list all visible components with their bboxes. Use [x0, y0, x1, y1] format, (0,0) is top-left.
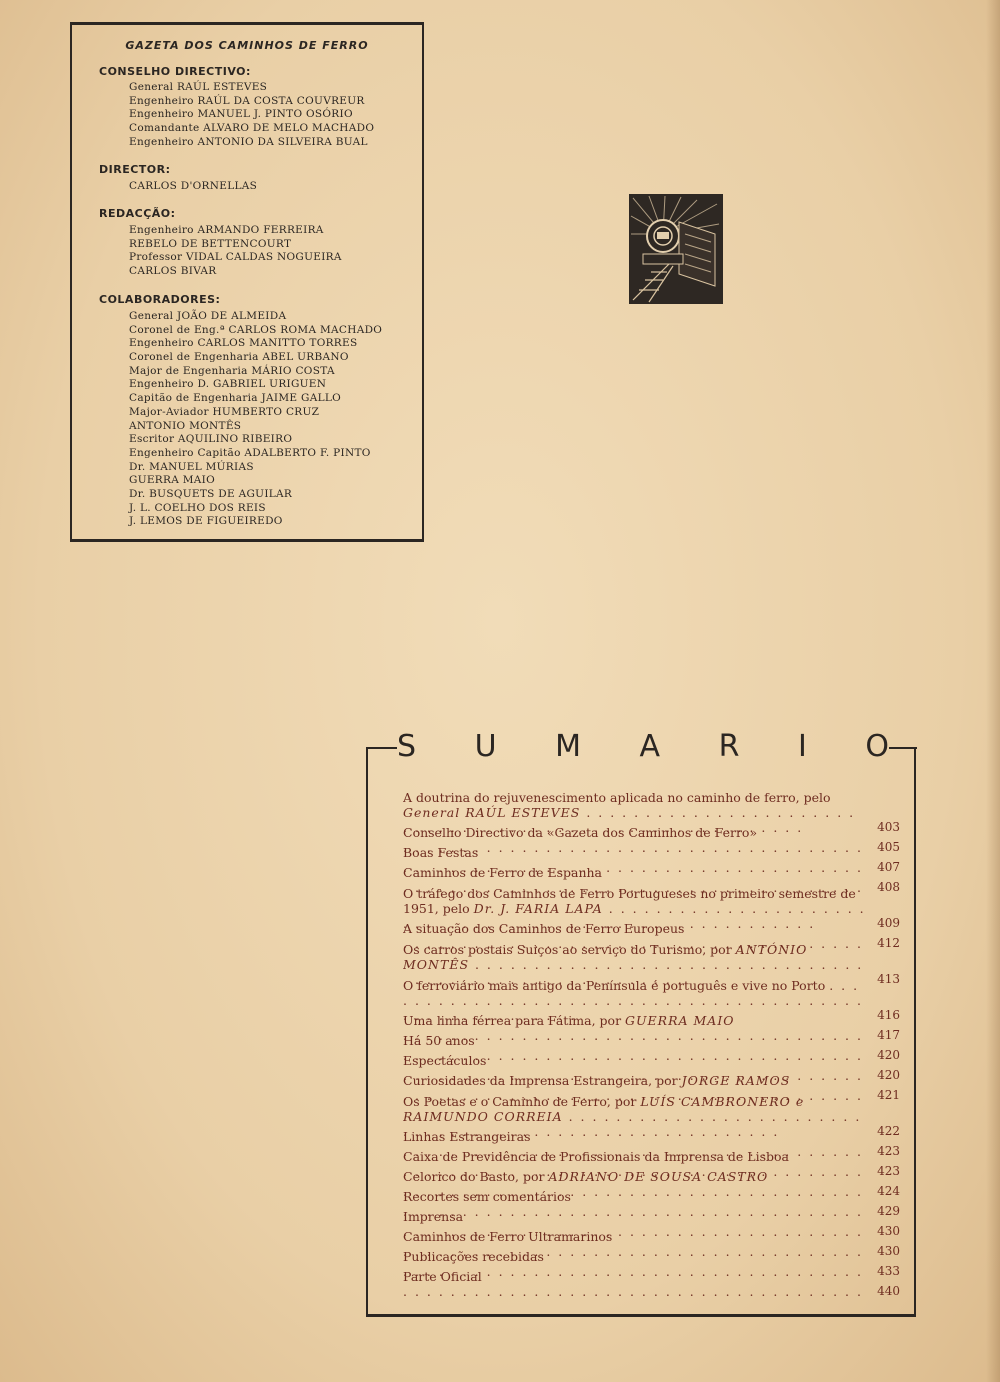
- toc-entry-text: Publicações recebidas: [403, 1249, 544, 1264]
- toc-page-number: 409: [877, 916, 900, 930]
- toc-entry-text: Parte Oficial: [403, 1269, 482, 1284]
- toc-page-number: 412: [877, 936, 900, 950]
- toc-page-number: 420: [877, 1048, 900, 1062]
- title-letter: M: [555, 729, 581, 764]
- list-item: Engenheiro Capitão ADALBERTO F. PINTO: [129, 446, 371, 459]
- toc-entry-text: Os carros postais Suiços ao serviço do Turismo, por: [403, 942, 732, 957]
- list-item: Coronel de Engenharia ABEL URBANO: [129, 351, 349, 364]
- list-item: Dr. MANUEL MÚRIAS: [129, 460, 254, 473]
- title-letter: A: [639, 729, 661, 764]
- list-item: J. L. COELHO DOS REIS: [129, 501, 266, 514]
- list-item: Major de Engenharia MÁRIO COSTA: [129, 364, 335, 377]
- title-letter: O: [865, 729, 889, 764]
- page-edge-shadow: [986, 0, 1000, 1382]
- list-item: CARLOS BIVAR: [129, 265, 217, 278]
- toc-entry-text: Boas Festas: [403, 845, 479, 860]
- list-item: GUERRA MAIO: [129, 474, 216, 487]
- list-item: REBELO DE BETTENCOURT: [129, 237, 292, 250]
- toc-page-number: 416: [877, 1008, 900, 1022]
- list-item: General JOÃO DE ALMEIDA: [129, 310, 287, 322]
- toc-page-number: 433: [877, 1264, 900, 1278]
- toc-entry-author: Dr. J. FARIA LAPA: [473, 901, 603, 916]
- list-item: Capitão de Engenharia JAIME GALLO: [129, 392, 342, 405]
- toc-page-number: 430: [877, 1224, 900, 1238]
- toc-page-number: 423: [877, 1144, 900, 1158]
- list-item: Dr. BUSQUETS DE AGUILAR: [129, 487, 293, 500]
- toc-entry-text: Uma linha férrea para Fátima, por: [403, 1013, 622, 1028]
- toc-page-number: 421: [877, 1088, 900, 1102]
- director-name: CARLOS D'ORNELLAS: [129, 180, 258, 192]
- redaccao-list: [129, 224, 342, 279]
- list-item: Engenheiro CARLOS MANITTO TORRES: [129, 337, 358, 350]
- list-item: Professor VIDAL CALDAS NOGUEIRA: [129, 251, 342, 264]
- toc-entry-author: ANTÓNIO MONTÊS: [403, 942, 808, 972]
- toc-entry-title: [403, 1269, 866, 1299]
- toc-entry-text: Caminhos de Ferro Ultramarinos: [403, 1229, 613, 1244]
- toc-entry-text: Linhas Estrangeiras: [403, 1129, 531, 1144]
- list-item: Engenheiro ANTONIO DA SILVEIRA BUAL: [129, 135, 368, 148]
- title-letter: R: [718, 729, 740, 764]
- toc-page-number: 417: [877, 1028, 900, 1042]
- title-letter: U: [474, 729, 497, 764]
- toc-entry-text: Há 50 anos: [403, 1033, 475, 1048]
- toc-page-number: 407: [877, 860, 900, 874]
- list-item: Engenheiro ARMANDO FERREIRA: [129, 224, 324, 236]
- conselho-list: [129, 81, 374, 149]
- toc-entry-text: O ferroviário mais antigo da Península é português e vive no Porto: [403, 978, 826, 993]
- toc-page-number: 423: [877, 1164, 900, 1178]
- toc-entry-text: Caminhos de Ferro de Espanha: [403, 865, 603, 880]
- toc-entry-author: General RAÚL ESTEVES: [403, 805, 581, 820]
- toc-entry-author: GUERRA MAIO: [625, 1013, 735, 1028]
- conselho-heading: CONSELHO DIRECTIVO:: [99, 65, 251, 78]
- list-item: Engenheiro RAÚL DA COSTA COUVREUR: [129, 94, 365, 107]
- list-item: General RAÚL ESTEVES: [129, 81, 268, 93]
- redaccao-heading: REDACÇÃO:: [99, 207, 176, 220]
- toc-page-number: 408: [877, 880, 900, 894]
- toc-page-number: 430: [877, 1244, 900, 1258]
- director-heading: DIRECTOR:: [99, 163, 171, 176]
- toc-page-number: 413: [877, 972, 900, 986]
- locomotive-vignette-icon: [629, 194, 723, 304]
- toc-entry-text: Imprensa: [403, 1209, 464, 1224]
- toc-entry-text: Conselho Directivo da «Gazeta dos Caminhos de Ferro»: [403, 825, 758, 840]
- toc-entry-text: A doutrina do rejuvenescimento aplicada no caminho de ferro, pelo: [403, 790, 831, 805]
- toc-page-number: 424: [877, 1184, 900, 1198]
- toc-page-number: 422: [877, 1124, 900, 1138]
- masthead-title: GAZETA DOS CAMINHOS DE FERRO: [125, 39, 369, 52]
- toc-entry-text: Curiosidades da Imprensa Estrangeira, por: [403, 1073, 678, 1088]
- title-letter: S: [397, 729, 417, 764]
- toc-entry-text: Recortes sem comentários: [403, 1189, 571, 1204]
- list-item: Major-Aviador HUMBERTO CRUZ: [129, 405, 320, 418]
- list-item: Comandante ALVARO DE MELO MACHADO: [129, 122, 375, 135]
- list-item: Coronel de Eng.ª CARLOS ROMA MACHADO: [129, 323, 383, 336]
- toc-entry-author: JORGE RAMOS: [681, 1073, 791, 1088]
- toc-entry-author: LUÍS CAMBRONERO e RAIMUNDO CORREIA: [403, 1094, 805, 1124]
- colaboradores-list: [129, 310, 382, 529]
- toc-page-number: 405: [877, 840, 900, 854]
- toc-page-number: 420: [877, 1068, 900, 1082]
- list-item: J. LEMOS DE FIGUEIREDO: [129, 515, 283, 528]
- toc-entry-author: ADRIANO DE SOUSA CASTRO: [548, 1169, 769, 1184]
- list-item: ANTONIO MONTÊS: [129, 419, 242, 432]
- table-of-contents: [403, 790, 900, 1299]
- toc-page-number: 429: [877, 1204, 900, 1218]
- colaboradores-heading: COLABORADORES:: [99, 293, 221, 306]
- masthead-box: [70, 22, 424, 542]
- title-letter: I: [797, 729, 807, 764]
- toc-entry-text: Os Poetas e o Caminho de Ferro, por: [403, 1094, 637, 1109]
- list-item: Engenheiro MANUEL J. PINTO OSÓRIO: [129, 108, 353, 121]
- toc-entry-text: A situação dos Caminhos de Ferro Europeus: [403, 921, 685, 936]
- toc-entry-text: Celorico do Basto, por: [403, 1169, 545, 1184]
- toc-page-number: 440: [877, 1284, 900, 1298]
- toc-entry-text: Caixa de Previdência de Profissionais da Imprensa de Lisboa: [403, 1149, 789, 1164]
- list-item: Engenheiro D. GABRIEL URIGUEN: [129, 378, 327, 391]
- list-item: Escritor AQUILINO RIBEIRO: [129, 433, 293, 446]
- toc-page-number: 403: [877, 820, 900, 834]
- toc-entry-text: O tráfego dos Caminhos de Ferro Portugueses no primeiro semestre de 1951, pelo: [403, 886, 856, 916]
- toc-entry-text: Espectáculos: [403, 1053, 487, 1068]
